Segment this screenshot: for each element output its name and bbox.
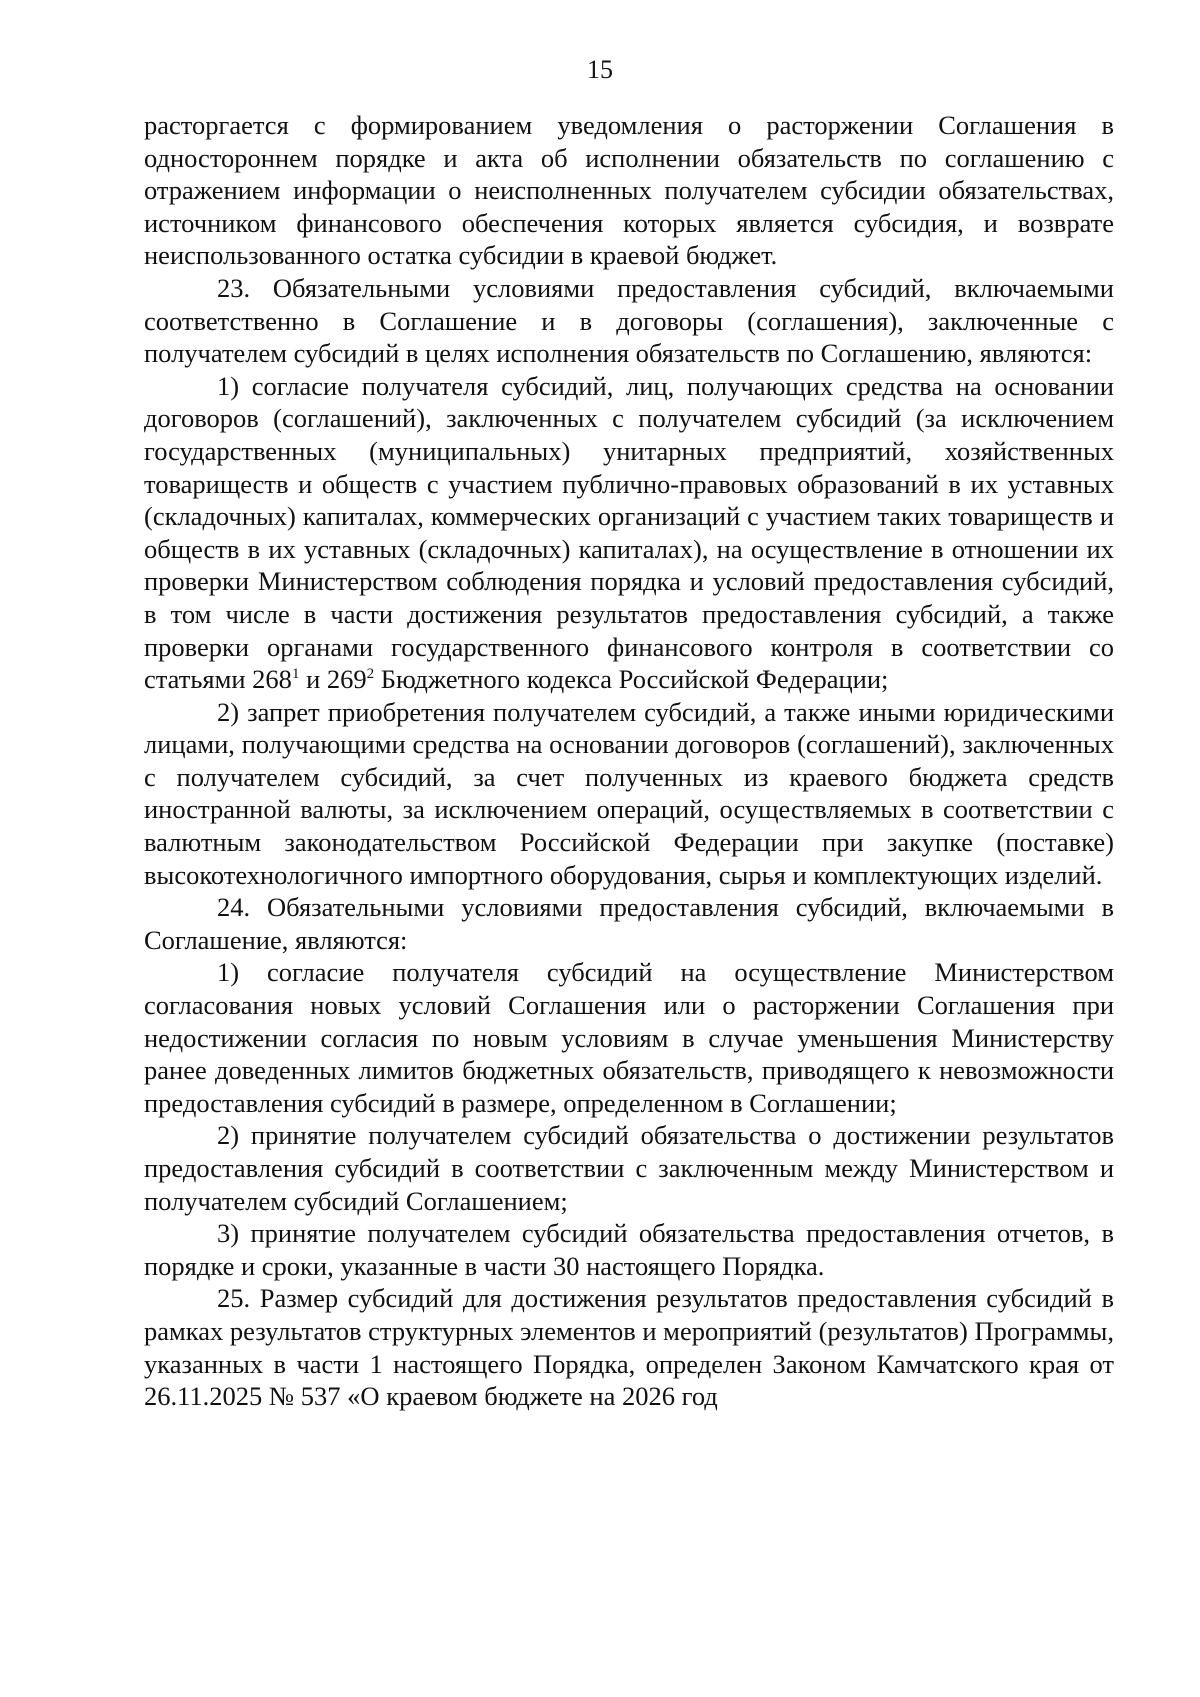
paragraph-23-item-1-end: Бюджетного кодекса Российской Федерации; (374, 664, 889, 695)
paragraph-24-item-2: 2) принятие получателем субсидий обязательства о достижении результатов предоставления субсидий в соответствии с заключенным между Министерством и получателем субсидий Соглашением; (144, 1120, 1114, 1216)
paragraph-24: 24. Обязательными условиями предоставления субсидий, включаемыми в Соглашение, являются: (144, 892, 1114, 955)
paragraph-23-item-2: 2) запрет приобретения получателем субсидий, а также иными юридическими лицами, получающими средства на основании договоров (соглашений), заключенных с получателем субсидий, за счет полученных из краевого бюджета средств иностранной валюты, за исключением операций, осуществляемых в соответствии с валютным законодательством Российской Федерации при закупке (поставке) высокотехнологичного импортного оборудования, сырья и комплектующих изделий. (144, 696, 1114, 890)
paragraph-24-item-3: 3) принятие получателем субсидий обязательства предоставления отчетов, в порядке и сроки, указанные в части 30 настоящего Порядка. (144, 1218, 1114, 1281)
paragraph-25: 25. Размер субсидий для достижения результатов предоставления субсидий в рамках результатов структурных элементов и мероприятий (результатов) Программы, указанных в части 1 настоящего Порядка, определен Законом Камчатского края от 26.11.2025 № 537 «О краевом бюджете на 2026 год (144, 1283, 1114, 1412)
document-body (144, 109, 1114, 1413)
paragraph-24-item-1: 1) согласие получателя субсидий на осуществление Министерством согласования новых условий Соглашения или о расторжении Соглашения при недостижении согласия по новым условиям в случае уменьшения Министерству ранее доведенных лимитов бюджетных обязательств, приводящего к невозможности предоставления субсидий в размере, определенном в Соглашении; (144, 957, 1114, 1118)
paragraph-23: 23. Обязательными условиями предоставления субсидий, включаемыми соответственно в Соглашение и в договоры (соглашения), заключенные с получателем субсидий в целях исполнения обязательств по Соглашению, являются: (144, 272, 1114, 369)
paragraph-23-item-1-text: 1) согласие получателя субсидий, лиц, получающих средства на основании договоров (соглашений), заключенных с получателем субсидий (за исключением государственных (муниципальных) унитарных предприятий, хозяйственных товариществ и обществ с участием публично-правовых образований в их уставных (складочных) капиталах, коммерческих организаций с участием таких товариществ и обществ в их уставных (складочных) капиталах), на осуществление в отношении их проверки Министерством соблюдения порядка и условий предоставления субсидий, в том числе в части достижения результатов предоставления субсидий, а также проверки органами государственного финансового контроля в соответствии со статьями 268 (144, 370, 1114, 695)
superscript-1: 1 (291, 666, 300, 683)
paragraph-23-item-1-mid: и 269 (299, 664, 367, 695)
paragraph-continuation: расторгается с формированием уведомления о расторжении Соглашения в одностороннем порядке и акта об исполнении обязательств по соглашению с отражением информации о неисполненных получателем субсидии обязательствах, источником финансового обеспечения которых является субсидия, и возврате неиспользованного остатка субсидии в краевой бюджет. (144, 110, 1114, 271)
page-number: 15 (587, 55, 613, 84)
superscript-2: 2 (366, 666, 375, 683)
paragraph-23-item-1 (144, 370, 1114, 696)
